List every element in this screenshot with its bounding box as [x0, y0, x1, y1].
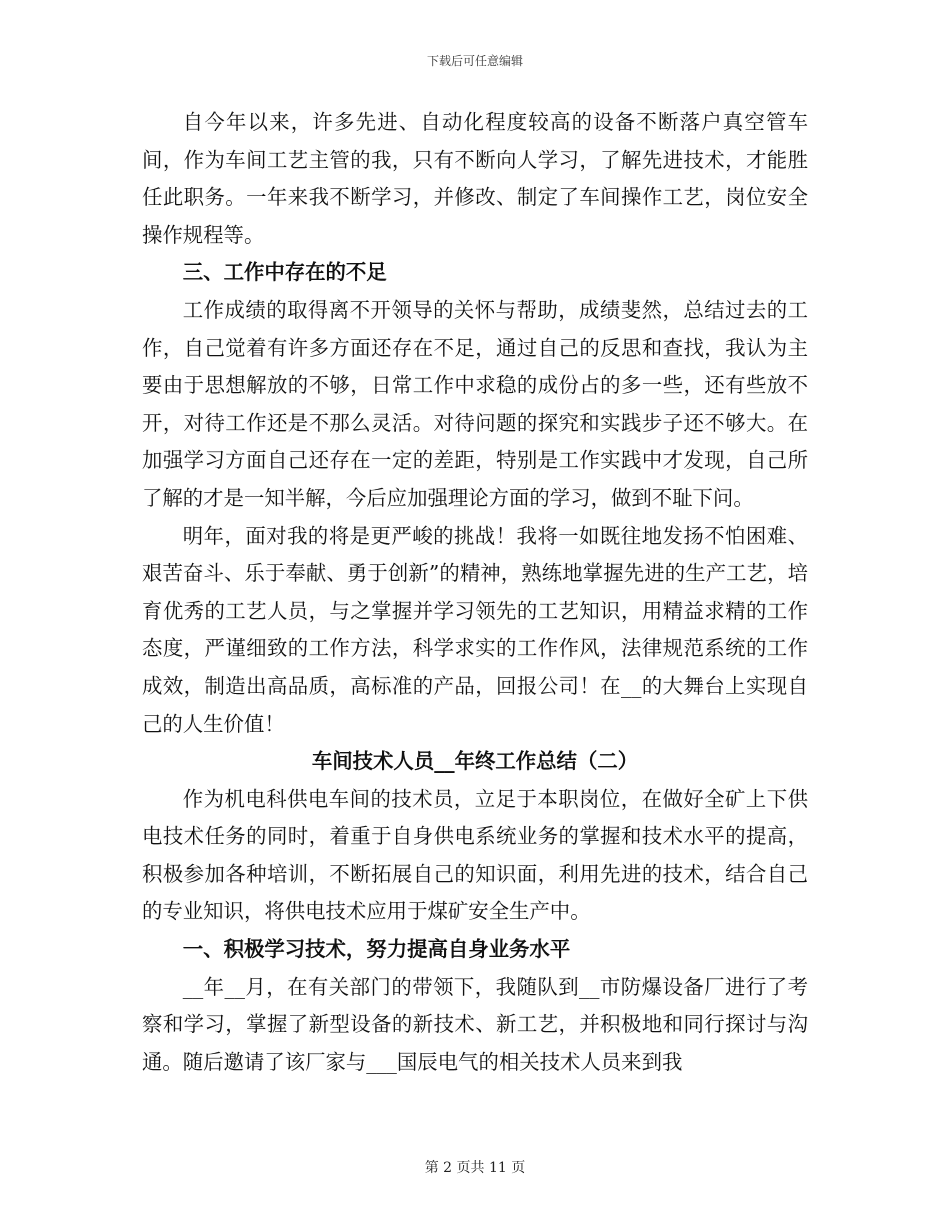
page-header: 下载后可任意编辑 — [426, 54, 523, 68]
section-heading: 三、工作中存在的不足 — [182, 260, 387, 285]
document-title: 车间技术人员__年终工作总结（二） — [311, 749, 639, 774]
paragraph: 工作成绩的取得离不开领导的关怀与帮助，成绩斐然，总结过去的工作，自己觉着有许多方面还存在不足，通过自己的反思和查找，我认为主要由于思想解放的不够，日常工作中求稳的成份占的多一些，还有些放不开，对待工作还是不那么灵活。对待问题的探究和实践步子还不够大。在加强学习方面自己还存在一定的差距，特别是工作实践中才发现，自己所了解的才是一知半解，今后应加强理论方面的学习，做到不耻下问。 — [142, 297, 808, 510]
page-footer: 第 2 页共 11 页 — [424, 1160, 526, 1176]
section-heading: 一、积极学习技术，努力提高自身业务水平 — [182, 937, 571, 962]
paragraph: 明年，面对我的将是更严峻的挑战！我将一如既往地发扬不怕困难、艰苦奋斗、乐于奉献、勇于创新”的精神，熟练地掌握先进的生产工艺，培育优秀的工艺人员，与之掌握并学习领先的工艺知识，用精益求精的工作态度，严谨细致的工作方法，科学求实的工作作风，法律规范系统的工作成效，制造出高品质，高标准的产品，回报公司！在__的大舞台上实现自己的人生价值！ — [142, 523, 808, 736]
paragraph: 作为机电科供电车间的技术员，立足于本职岗位，在做好全矿上下供电技术任务的同时，着重于自身供电系统业务的掌握和技术水平的提高，积极参加各种培训，不断拓展自己的知识面，利用先进的技术，结合自己的专业知识，将供电技术应用于煤矿安全生产中。 — [142, 786, 808, 924]
paragraph: 自今年以来，许多先进、自动化程度较高的设备不断落户真空管车间，作为车间工艺主管的我，只有不断向人学习，了解先进技术，才能胜任此职务。一年来我不断学习，并修改、制定了车间操作工艺，岗位安全操作规程等。 — [142, 110, 808, 247]
document-body — [142, 104, 808, 1081]
paragraph: __年__月，在有关部门的带领下，我随队到__市防爆设备厂进行了考察和学习，掌握了新型设备的新技术、新工艺，并积极地和同行探讨与沟通。随后邀请了该厂家与___国辰电气的相关技术人员来到我 — [142, 974, 808, 1074]
